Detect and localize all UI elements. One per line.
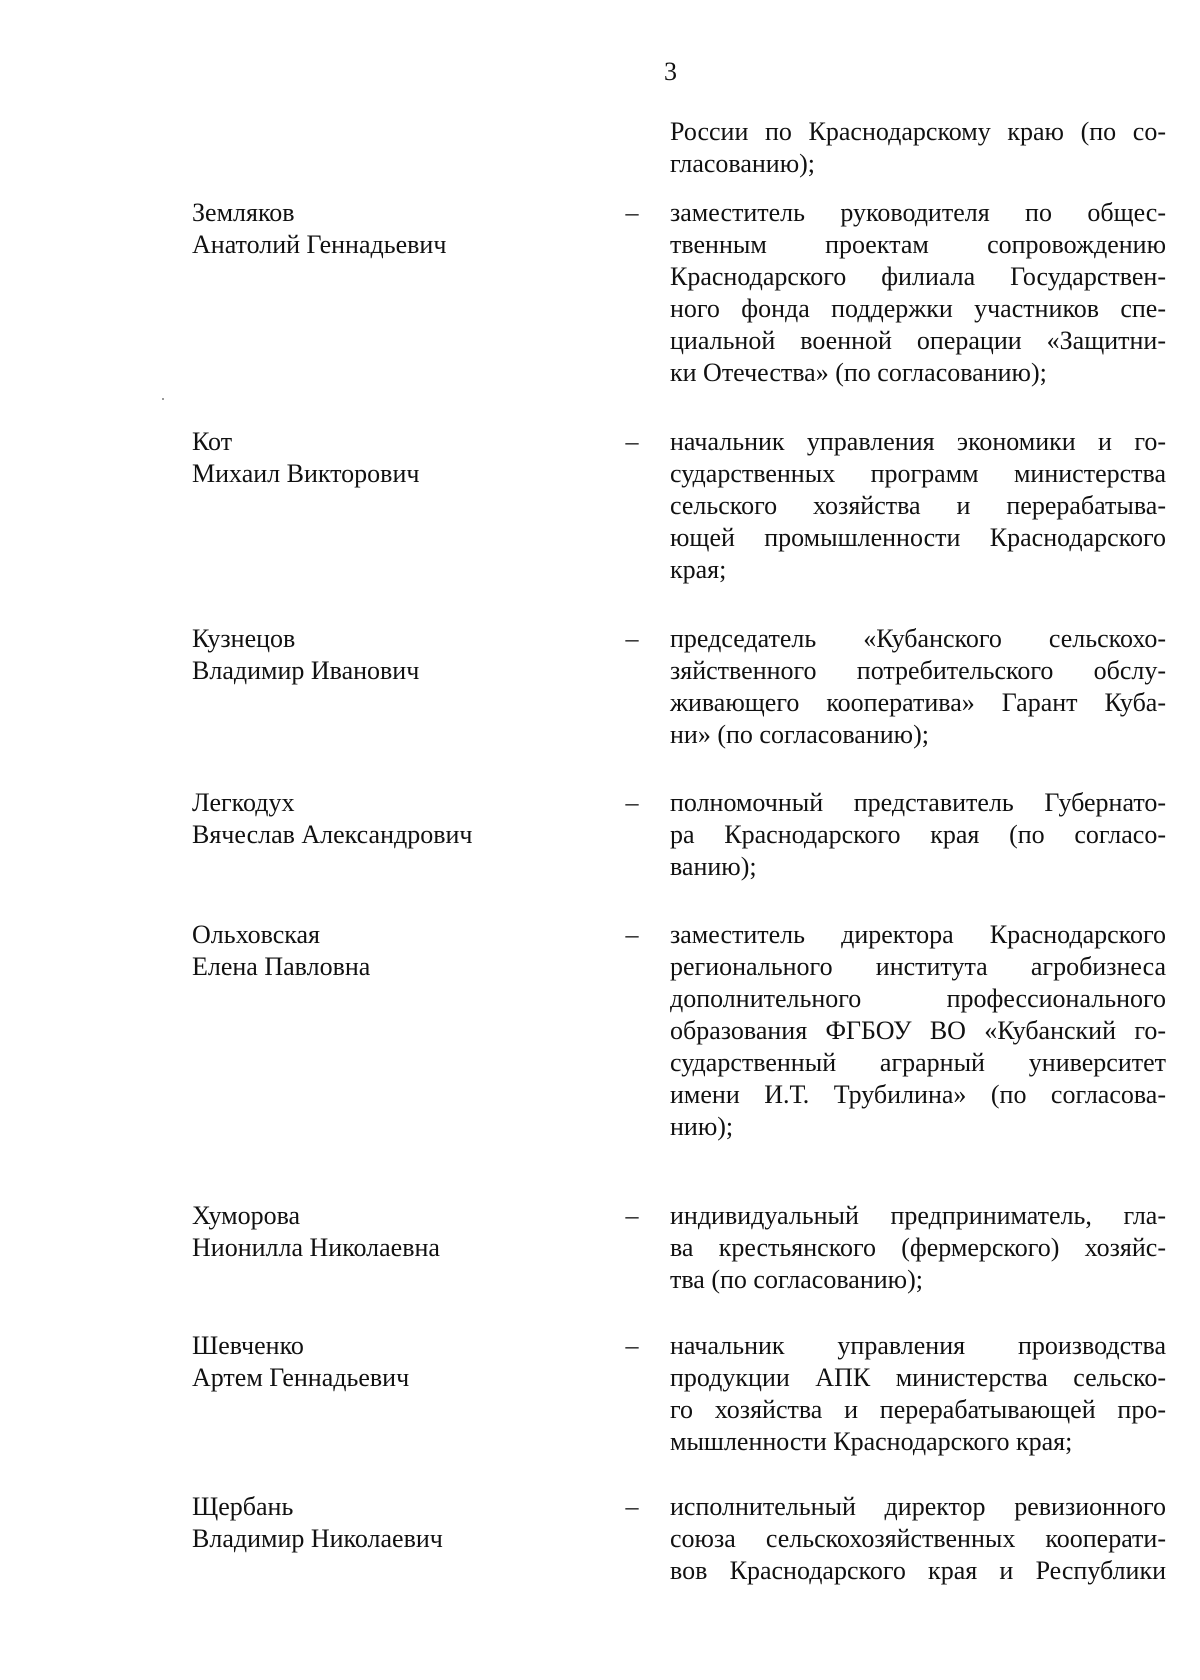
continuation-line: России по Краснодарскому краю (по со- (670, 117, 1166, 146)
position-line: ного фонда поддержки участников спе- (670, 294, 1166, 323)
position-line: индивидуальный предприниматель, гла- (670, 1201, 1166, 1230)
dash-separator: – (625, 920, 639, 949)
member-given-name: Анатолий Геннадьевич (192, 230, 447, 259)
position-line: сударственный аграрный университет (670, 1048, 1166, 1077)
member-name (192, 1200, 572, 1264)
member-given-name: Владимир Иванович (192, 656, 420, 685)
dash-separator: – (625, 198, 639, 227)
position-line: края; (670, 555, 727, 584)
position-line: нию); (670, 1112, 734, 1141)
position-line: ющей промышленности Краснодарского (670, 523, 1166, 552)
position-line: ванию); (670, 852, 757, 881)
position-line: полномочный представитель Губернато- (670, 788, 1166, 817)
member-given-name: Нионилла Николаевна (192, 1233, 440, 1262)
member-name (192, 919, 572, 983)
member-name (192, 197, 572, 261)
scan-speck (162, 398, 164, 400)
dash-separator: – (625, 427, 639, 456)
continuation-line: гласованию); (670, 149, 816, 178)
member-surname: Легкодух (192, 788, 295, 817)
position-line: председатель «Кубанского сельскохо- (670, 624, 1166, 653)
position-line: твенным проектам сопровождению (670, 230, 1166, 259)
member-given-name: Владимир Николаевич (192, 1524, 443, 1553)
member-given-name: Вячеслав Александрович (192, 820, 473, 849)
member-position (670, 1200, 1166, 1296)
position-line: продукции АПК министерства сельско- (670, 1363, 1166, 1392)
position-line: ки Отечества» (по согласованию); (670, 358, 1047, 387)
member-position (670, 623, 1166, 751)
position-line: ва крестьянского (фермерского) хозяйс- (670, 1233, 1166, 1262)
member-name (192, 426, 572, 490)
member-position (670, 919, 1166, 1143)
position-line: ни» (по согласованию); (670, 720, 929, 749)
position-line: го хозяйства и перерабатывающей про- (670, 1395, 1166, 1424)
position-line: заместитель директора Краснодарского (670, 920, 1166, 949)
position-line: исполнительный директор ревизионного (670, 1492, 1166, 1521)
position-line: союза сельскохозяйственных кооперати- (670, 1524, 1166, 1553)
position-line: заместитель руководителя по общес- (670, 198, 1166, 227)
member-surname: Шевченко (192, 1331, 304, 1360)
member-position (670, 1330, 1166, 1458)
position-line: зяйственного потребительского обслу- (670, 656, 1166, 685)
position-line: начальник управления экономики и го- (670, 427, 1166, 456)
position-line: тва (по согласованию); (670, 1265, 923, 1294)
member-surname: Земляков (192, 198, 295, 227)
continuation-text (670, 116, 1166, 180)
position-line: мышленности Краснодарского края; (670, 1427, 1073, 1456)
member-surname: Кузнецов (192, 624, 296, 653)
position-line: циальной военной операции «Защитни- (670, 326, 1166, 355)
member-surname: Ольховская (192, 920, 321, 949)
position-line: вов Краснодарского края и Республики (670, 1556, 1166, 1585)
member-position (670, 426, 1166, 586)
position-line: Краснодарского филиала Государствен- (670, 262, 1166, 291)
position-line: регионального института агробизнеса (670, 952, 1166, 981)
position-line: имени И.Т. Трубилина» (по согласова- (670, 1080, 1166, 1109)
dash-separator: – (625, 1331, 639, 1360)
member-surname: Хуморова (192, 1201, 301, 1230)
dash-separator: – (625, 1492, 639, 1521)
dash-separator: – (625, 788, 639, 817)
member-given-name: Михаил Викторович (192, 459, 420, 488)
position-line: живающего кооператива» Гарант Куба- (670, 688, 1166, 717)
position-line: образования ФГБОУ ВО «Кубанский го- (670, 1016, 1166, 1045)
member-position (670, 197, 1166, 389)
member-position (670, 1491, 1166, 1587)
position-line: начальник управления производства (670, 1331, 1166, 1360)
member-given-name: Елена Павловна (192, 952, 371, 981)
position-line: сударственных программ министерства (670, 459, 1166, 488)
position-line: дополнительного профессионального (670, 984, 1166, 1013)
member-name (192, 1330, 572, 1394)
member-name (192, 787, 572, 851)
member-surname: Щербань (192, 1492, 294, 1521)
page-number: 3 (664, 57, 677, 86)
position-line: ра Краснодарского края (по согласо- (670, 820, 1166, 849)
member-position (670, 787, 1166, 883)
member-name (192, 1491, 572, 1555)
dash-separator: – (625, 624, 639, 653)
member-given-name: Артем Геннадьевич (192, 1363, 410, 1392)
member-name (192, 623, 572, 687)
member-surname: Кот (192, 427, 233, 456)
dash-separator: – (625, 1201, 639, 1230)
position-line: сельского хозяйства и перерабатыва- (670, 491, 1166, 520)
